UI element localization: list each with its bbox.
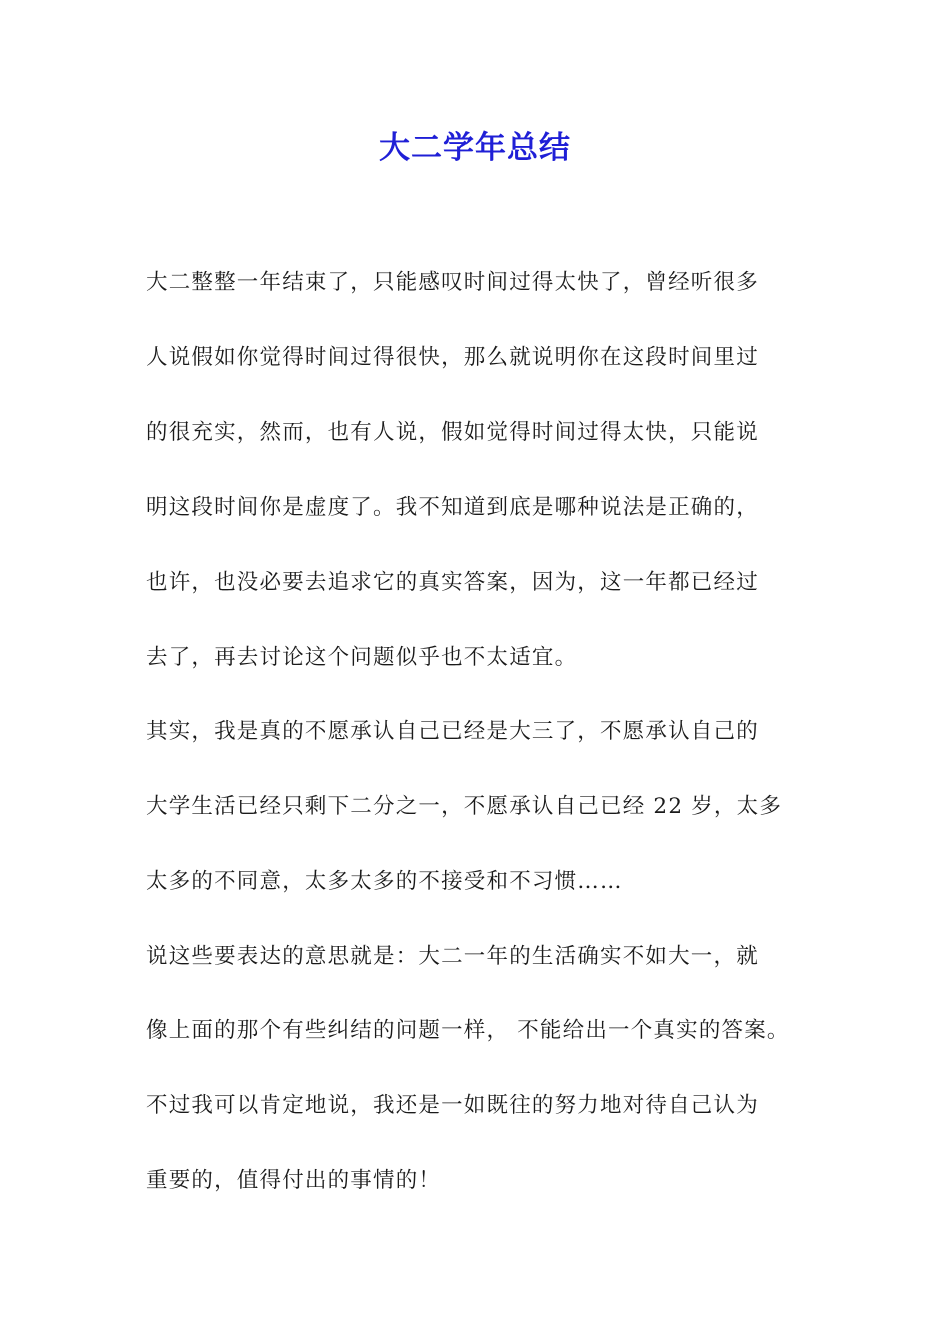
text-line: 太多的不同意，太多太多的不接受和不习惯…… [146,869,623,894]
document-title: 大二学年总结 [379,130,571,166]
text-line: 大二整整一年结束了，只能感叹时间过得太快了，曾经听很多 [146,270,759,295]
text-line: 去了，再去讨论这个问题似乎也不太适宜。 [146,645,578,670]
text-line: 大学生活已经只剩下二分之一，不愿承认自己已经 22 岁，太多 [146,794,783,819]
text-line: 也许，也没必要去追求它的真实答案，因为，这一年都已经过 [146,570,759,595]
text-line: 重要的，值得付出的事情的！ [146,1168,442,1193]
text-line: 其实，我是真的不愿承认自己已经是大三了，不愿承认自己的 [146,719,759,744]
text-line: 人说假如你觉得时间过得很快，那么就说明你在这段时间里过 [146,345,759,370]
text-line: 的很充实，然而，也有人说，假如觉得时间过得太快，只能说 [146,420,759,445]
text-line: 明这段时间你是虚度了。我不知道到底是哪种说法是正确的， [146,495,759,520]
text-line: 说这些要表达的意思就是：大二一年的生活确实不如大一，就 [146,944,759,969]
text-line: 不过我可以肯定地说，我还是一如既往的努力地对待自己认为 [146,1093,759,1118]
text-line: 像上面的那个有些纠结的问题一样， 不能给出一个真实的答案。 [146,1018,790,1043]
